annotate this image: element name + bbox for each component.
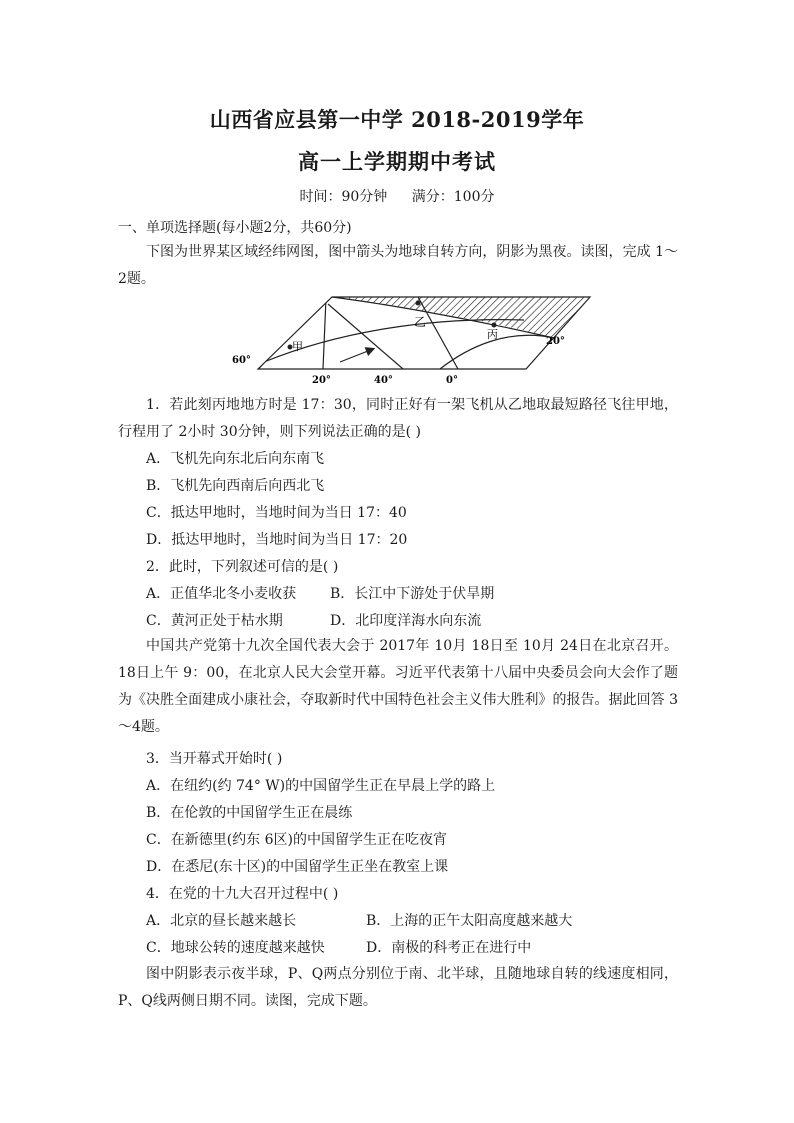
q4-stem: 4．在党的十九大召开过程中( ): [146, 886, 339, 902]
q4-option-d: D．南极的科考正在进行中: [366, 940, 532, 956]
meridian-20: [323, 298, 326, 369]
q1-option-d: D．抵达甲地时，当地时间为当日 17：20: [146, 532, 408, 548]
label-lon20: 20°: [312, 375, 331, 386]
section-heading: 一、单项选择题(每小题2分，共60分): [118, 220, 352, 236]
intro-paragraph-3: 图中阴影表示夜半球，P、Q两点分别位于南、北半球，且随地球自转的线速度相同，P、Q线两侧日期不同。读图，完成下题。: [118, 966, 678, 1009]
label-yi: 乙: [414, 315, 427, 329]
point-bing: [492, 323, 497, 328]
intro-paragraph-1: 下图为世界某区域经纬网图，图中箭头为地球自转方向，阴影为黑夜。读图，完成 1～2题。: [118, 244, 678, 287]
rotation-arrow: [340, 349, 373, 362]
label-lon0: 0°: [446, 375, 458, 386]
q3-stem: 3．当开幕式开始时( ): [146, 751, 283, 767]
exam-title-school: 山西省应县第一中学 2018-2019学年: [209, 107, 585, 132]
label-bing: 丙: [487, 328, 498, 341]
q1-option-c: C．抵达甲地时，当地时间为当日 17：40: [146, 505, 407, 521]
q2-option-a: A．正值华北冬小麦收获: [146, 586, 297, 602]
q2-option-b: B．长江中下游处于伏旱期: [330, 586, 495, 602]
label-lat20: 20°: [546, 336, 565, 347]
q1-option-a: A．飞机先向东北后向东南飞: [146, 451, 325, 467]
exam-meta: [0, 186, 794, 206]
q1-option-b: B．飞机先向西南后向西北飞: [146, 478, 325, 494]
q4-option-a: A．北京的昼长越来越长: [146, 913, 297, 929]
q2-stem: 2．此时，下列叙述可信的是( ): [146, 559, 339, 575]
q4-option-b: B．上海的正午太阳高度越来越大: [366, 913, 573, 929]
q1-stem: 1．若此刻丙地地方时是 17：30，同时正好有一架飞机从乙地取最短路径飞往甲地，行程用了 2小时 30分钟，则下列说法正确的是( ): [118, 397, 678, 440]
label-lon40: 40°: [374, 375, 393, 386]
graticule-figure: [228, 292, 598, 392]
exam-title-name: 高一上学期期中考试: [298, 149, 496, 174]
exam-score: 满分：100分: [411, 189, 495, 205]
q3-option-d: D．在悉尼(东十区)的中国留学生正坐在教室上课: [146, 859, 449, 875]
point-yi: [416, 301, 421, 306]
q3-option-c: C．在新德里(约东 6区)的中国留学生正在吃夜宵: [146, 832, 447, 848]
q4-option-c: C．地球公转的速度越来越快: [146, 940, 325, 956]
label-lat60: 60°: [232, 355, 251, 366]
q2-option-d: D．北印度洋海水向东流: [330, 613, 482, 629]
q3-option-a: A．在纽约(约 74° W)的中国留学生正在早晨上学的路上: [146, 778, 496, 794]
q2-option-c: C．黄河正处于枯水期: [146, 613, 283, 629]
label-jia: 甲: [292, 340, 303, 353]
exam-time: 时间：90分钟: [299, 189, 388, 205]
q3-option-b: B．在伦敦的中国留学生正在晨练: [146, 805, 353, 821]
intro-paragraph-2: 中国共产党第十九次全国代表大会于 2017年 10月 18日至 10月 24日在北京召开。18日上午 9：00，在北京人民大会堂开幕。习近平代表第十八届中央委员会向大会作了题为《决胜全面建成小康社会，夺取新时代中国特色社会主义伟大胜利》的报告。据此回答 3～4题。: [118, 638, 678, 735]
meridian-40: [328, 304, 403, 369]
